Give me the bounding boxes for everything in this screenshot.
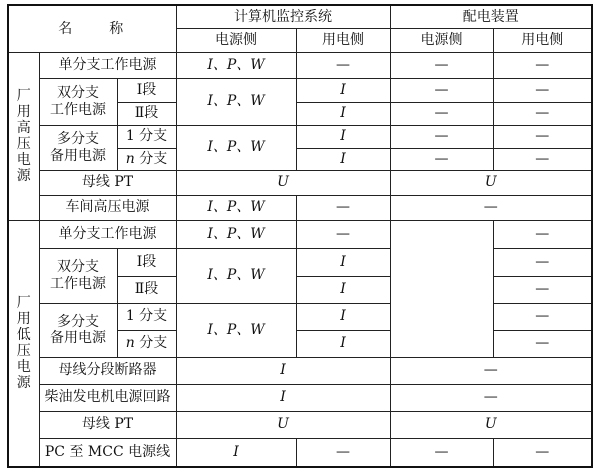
lv-single-pd-load: — <box>493 220 592 248</box>
hv-workshop-cs-load: — <box>296 195 390 220</box>
hv-multi-bn-pd-source: — <box>390 148 493 170</box>
lv-pc-mcc-cs-source: I <box>176 438 296 467</box>
lv-multi-branch1: 1 分支 <box>117 303 176 330</box>
lv-bus-pt-pd: U <box>390 411 592 438</box>
hv-double-s1-cs-load: I <box>296 78 390 102</box>
lv-single-cs-load: — <box>296 220 390 248</box>
header-pd-source-side: 电源侧 <box>390 28 493 52</box>
lv-diesel-cs: I <box>176 384 390 411</box>
hv-double-s2-pd-load: — <box>493 102 592 125</box>
hv-double-s1-pd-source: — <box>390 78 493 102</box>
header-pd-load-side: 用电侧 <box>493 28 592 52</box>
hv-bus-pt-cs: U <box>176 170 390 195</box>
lv-bus-pt-cs: U <box>176 411 390 438</box>
header-power-distribution: 配电装置 <box>390 5 592 28</box>
lv-double-section1: Ⅰ段 <box>117 248 176 276</box>
lv-bus-pt-label: 母线 PT <box>39 411 176 438</box>
hv-multi-b1-pd-source: — <box>390 125 493 148</box>
lv-multi-branchn: n 分支 <box>117 330 176 357</box>
hv-double-section1: Ⅰ段 <box>117 78 176 102</box>
hv-single-cs-load: — <box>296 52 390 78</box>
lv-group-label: 厂 用 低 压 电 源 <box>8 220 39 467</box>
lv-multi-b1-pd-load: — <box>493 303 592 330</box>
header-name: 名 称 <box>8 5 176 52</box>
hv-double-section2: Ⅱ段 <box>117 102 176 125</box>
hv-single-cs-source: I、P、W <box>176 52 296 78</box>
lv-pc-mcc-label: PC 至 MCC 电源线 <box>39 438 176 467</box>
lv-double-branch-label: 双分支 工作电源 <box>39 248 117 303</box>
hv-bus-pt-pd: U <box>390 170 592 195</box>
hv-multi-b1-cs-load: I <box>296 125 390 148</box>
header-computer-system: 计算机监控系统 <box>176 5 390 28</box>
hv-multi-bn-cs-load: I <box>296 148 390 170</box>
lv-multi-bn-cs-load: I <box>296 330 390 357</box>
hv-double-s2-pd-source: — <box>390 102 493 125</box>
lv-diesel-label: 柴油发电机电源回路 <box>39 384 176 411</box>
lv-double-s2-cs-load: I <box>296 276 390 303</box>
lv-double-s2-pd-load: — <box>493 276 592 303</box>
hv-workshop-pd: — <box>390 195 592 220</box>
lv-bus-breaker-cs: I <box>176 357 390 384</box>
hv-multi-b1-pd-load: — <box>493 125 592 148</box>
lv-bus-breaker-pd: — <box>390 357 592 384</box>
monitoring-table <box>7 4 593 468</box>
lv-double-cs-source: I、P、W <box>176 248 296 303</box>
lv-multi-cs-source: I、P、W <box>176 303 296 357</box>
hv-group-label: 厂 用 高 压 电 源 <box>8 52 39 220</box>
hv-double-s2-cs-load: I <box>296 102 390 125</box>
lv-single-cs-source: I、P、W <box>176 220 296 248</box>
hv-single-pd-source: — <box>390 52 493 78</box>
header-cs-source-side: 电源侧 <box>176 28 296 52</box>
lv-multi-branch-label: 多分支 备用电源 <box>39 303 117 357</box>
header-cs-load-side: 用电侧 <box>296 28 390 52</box>
hv-single-pd-load: — <box>493 52 592 78</box>
lv-double-section2: Ⅱ段 <box>117 276 176 303</box>
hv-workshop-cs-source: I、P、W <box>176 195 296 220</box>
hv-double-branch-label: 双分支 工作电源 <box>39 78 117 125</box>
lv-double-s1-pd-load: — <box>493 248 592 276</box>
hv-multi-branch-label: 多分支 备用电源 <box>39 125 117 170</box>
hv-bus-pt-label: 母线 PT <box>39 170 176 195</box>
lv-multi-bn-pd-load: — <box>493 330 592 357</box>
lv-double-s1-cs-load: I <box>296 248 390 276</box>
lv-pc-mcc-pd-load: — <box>493 438 592 467</box>
hv-multi-bn-pd-load: — <box>493 148 592 170</box>
hv-multi-branch1: 1 分支 <box>117 125 176 148</box>
lv-pc-mcc-cs-load: — <box>296 438 390 467</box>
hv-double-s1-pd-load: — <box>493 78 592 102</box>
lv-diesel-pd: — <box>390 384 592 411</box>
hv-single-branch-label: 单分支工作电源 <box>39 52 176 78</box>
lv-pd-source-blank <box>390 220 493 357</box>
hv-double-cs-source: I、P、W <box>176 78 296 125</box>
hv-multi-branchn: n 分支 <box>117 148 176 170</box>
hv-multi-cs-source: I、P、W <box>176 125 296 170</box>
hv-workshop-label: 车间高压电源 <box>39 195 176 220</box>
lv-bus-breaker-label: 母线分段断路器 <box>39 357 176 384</box>
lv-pc-mcc-pd-source: — <box>390 438 493 467</box>
lv-single-branch-label: 单分支工作电源 <box>39 220 176 248</box>
lv-multi-b1-cs-load: I <box>296 303 390 330</box>
